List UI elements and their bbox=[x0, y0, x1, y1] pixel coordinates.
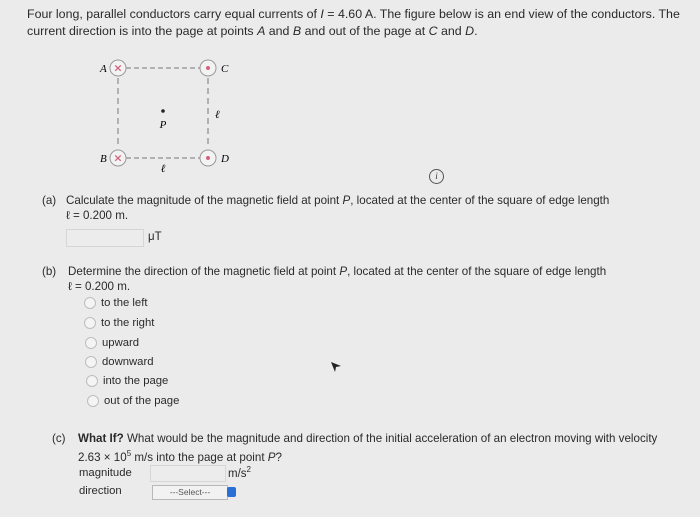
mouse-cursor-icon bbox=[330, 361, 342, 373]
intro-text: . bbox=[474, 24, 478, 38]
question-text: m/s into the page at point bbox=[131, 450, 268, 464]
intro-text: Four long, parallel conductors carry equal currents of bbox=[27, 7, 321, 21]
option-label: downward bbox=[102, 356, 154, 368]
velocity-value: 2.63 × 10 bbox=[78, 450, 127, 464]
intro-text: and out of the page at bbox=[301, 24, 429, 38]
info-icon[interactable]: i bbox=[429, 169, 444, 184]
velocity-exponent: 5 bbox=[126, 449, 132, 458]
point-label: D bbox=[465, 24, 475, 38]
edge-label-bottom: ℓ bbox=[160, 163, 166, 175]
unit-label-a: μT bbox=[148, 231, 162, 243]
part-a-label: (a) bbox=[42, 194, 57, 207]
question-text: , located at the center of the square of edge length bbox=[350, 194, 610, 207]
question-text: Calculate the magnitude of the magnetic field at point bbox=[66, 194, 343, 207]
what-if-heading: What If? bbox=[78, 432, 124, 445]
part-b-question bbox=[68, 264, 668, 294]
point-label: P bbox=[342, 194, 351, 207]
point-p-dot bbox=[161, 109, 165, 113]
part-a bbox=[42, 193, 682, 253]
current-symbol: I bbox=[320, 7, 324, 21]
part-c-question bbox=[78, 431, 678, 465]
question-text: , located at the center of the square of edge length bbox=[347, 265, 607, 278]
conductor-diagram bbox=[88, 50, 248, 175]
into-marker-b: × bbox=[113, 151, 123, 165]
point-label: P bbox=[339, 265, 348, 278]
out-marker-d bbox=[206, 156, 210, 160]
edge-length-text: ℓ = 0.200 m. bbox=[68, 280, 131, 293]
part-b-label: (b) bbox=[42, 265, 57, 278]
unit-text: m/s bbox=[228, 467, 247, 480]
option-downward[interactable] bbox=[85, 356, 154, 368]
radio-button[interactable] bbox=[85, 356, 97, 368]
conductor-figure bbox=[88, 50, 248, 175]
direction-label: direction bbox=[79, 485, 122, 497]
point-label: B bbox=[292, 24, 302, 38]
point-label: P bbox=[267, 450, 276, 464]
magnitude-label: magnitude bbox=[79, 467, 132, 479]
magnitude-input-a[interactable] bbox=[66, 229, 144, 247]
part-a-question bbox=[66, 193, 666, 223]
label-a: A bbox=[100, 63, 107, 75]
part-c bbox=[52, 431, 692, 511]
radio-button[interactable] bbox=[85, 337, 97, 349]
acceleration-unit bbox=[228, 465, 251, 480]
label-p: P bbox=[159, 119, 167, 131]
label-c: C bbox=[221, 63, 229, 75]
option-label: to the right bbox=[101, 317, 155, 329]
unit-exponent: 2 bbox=[246, 465, 251, 474]
direction-select[interactable]: ---Select--- bbox=[152, 485, 228, 500]
intro-text: current direction is into the page at points bbox=[27, 24, 258, 38]
question-text: Determine the direction of the magnetic field at point bbox=[68, 265, 340, 278]
option-to-the-right[interactable] bbox=[84, 317, 154, 329]
option-label: out of the page bbox=[104, 395, 180, 407]
radio-button[interactable] bbox=[87, 395, 99, 407]
out-marker-c bbox=[206, 66, 210, 70]
point-label: A bbox=[257, 24, 266, 38]
problem-statement bbox=[27, 6, 687, 40]
radio-button[interactable] bbox=[84, 317, 96, 329]
select-spinner-icon[interactable] bbox=[227, 487, 236, 497]
intro-text: and bbox=[265, 24, 293, 38]
edge-label-right: ℓ bbox=[215, 109, 220, 121]
magnitude-input-c[interactable] bbox=[150, 465, 226, 482]
label-d: D bbox=[221, 153, 229, 165]
option-label: to the left bbox=[101, 297, 148, 309]
question-text: ? bbox=[275, 450, 282, 464]
question-text: What would be the magnitude and direction of the initial acceleration of an electron moving with velocity bbox=[123, 432, 658, 445]
into-marker-a: × bbox=[113, 61, 123, 75]
option-into-the-page[interactable] bbox=[86, 375, 168, 387]
option-out-of-the-page[interactable] bbox=[87, 395, 179, 407]
point-label: C bbox=[428, 24, 438, 38]
label-b: B bbox=[100, 153, 107, 165]
radio-button[interactable] bbox=[84, 297, 96, 309]
option-label: into the page bbox=[103, 375, 169, 387]
intro-text: and bbox=[437, 24, 466, 38]
edge-length-text: ℓ = 0.200 m. bbox=[66, 209, 129, 222]
radio-button[interactable] bbox=[86, 375, 98, 387]
option-to-the-left[interactable] bbox=[84, 297, 147, 309]
intro-text: = 4.60 A. The figure below is an end view of the conductors. The bbox=[323, 7, 680, 21]
option-label: upward bbox=[102, 337, 140, 349]
option-upward[interactable] bbox=[85, 337, 139, 349]
part-c-label: (c) bbox=[52, 432, 66, 445]
